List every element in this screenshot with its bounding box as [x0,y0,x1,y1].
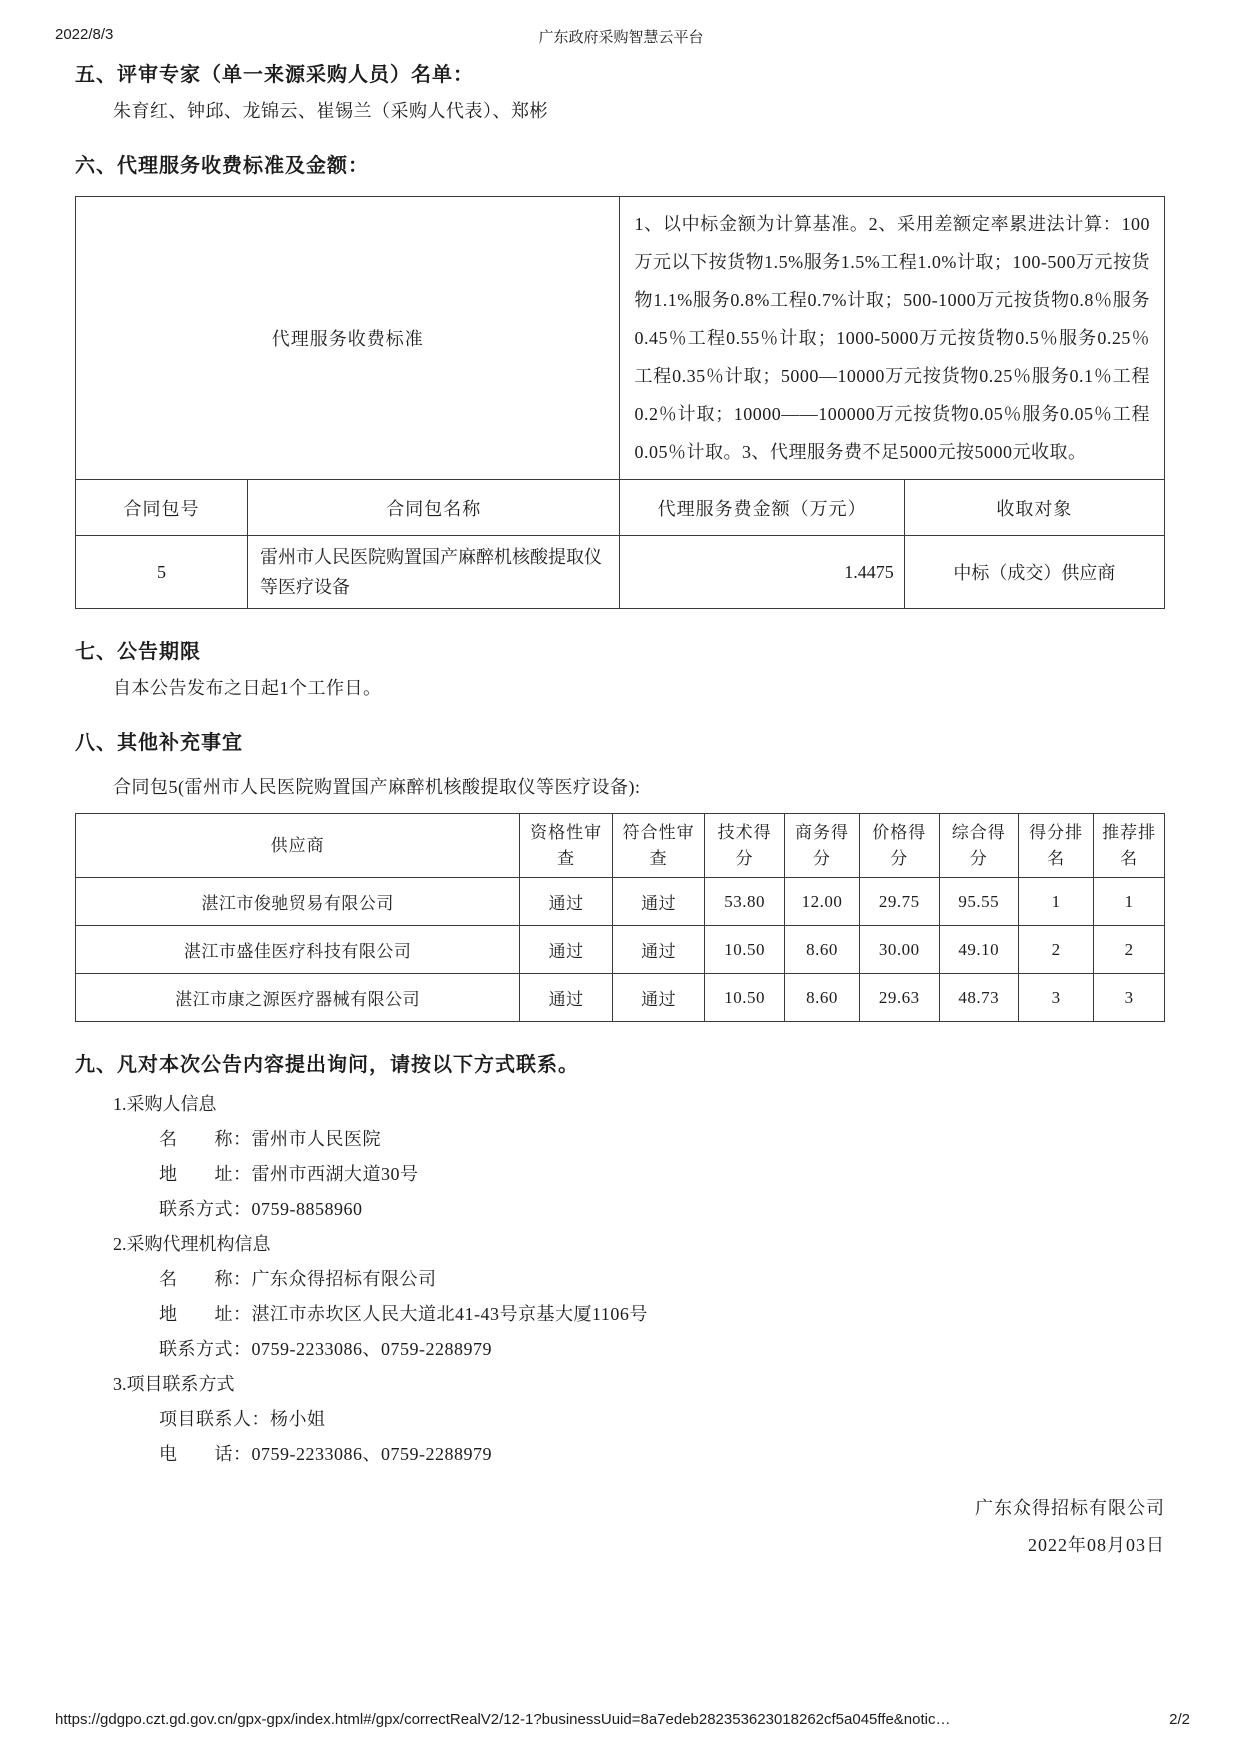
supplier-name: 湛江市康之源医疗器械有限公司 [76,974,520,1022]
comprehensive-score: 48.73 [939,974,1018,1022]
project-contact-label: 3.项目联系方式 [113,1374,235,1394]
score-table-row [76,974,1165,1022]
score-header-score-rank: 得分排名 [1019,814,1094,878]
fee-table [75,196,1165,609]
conformity-result: 通过 [612,974,705,1022]
fee-table-header-row [76,480,1165,536]
expert-names: 朱育红、钟邱、龙锦云、崔锡兰（采购人代表）、郑彬 [113,101,548,121]
fee-table-data-row [76,536,1165,609]
agency-contact: 联系方式：0759-2233086、0759-2288979 [159,1339,492,1359]
section-6-heading: 六、代理服务收费标准及金额： [75,155,369,177]
supplier-name: 湛江市盛佳医疗科技有限公司 [76,926,520,974]
qualification-result: 通过 [520,974,613,1022]
purchaser-name: 名 称：雷州市人民医院 [159,1129,381,1149]
agency-address: 地 址：湛江市赤坎区人民大道北41-43号京基大厦1106号 [159,1304,648,1324]
score-table [75,813,1165,1022]
qualification-result: 通过 [520,926,613,974]
business-score: 12.00 [784,878,859,926]
project-contact-person: 项目联系人：杨小姐 [159,1409,326,1429]
fee-header-fee-amount: 代理服务费金额（万元） [620,480,904,536]
comprehensive-score: 49.10 [939,926,1018,974]
score-header-technical: 技术得分 [705,814,784,878]
fee-header-payer: 收取对象 [904,480,1164,536]
price-score: 30.00 [860,926,939,974]
recommend-rank: 3 [1094,974,1165,1022]
fee-standard-text-cell: 1、以中标金额为计算基准。2、采用差额定率累进法计算：100万元以下按货物1.5%服务1.5%工程1.0%计取；100-500万元按货物1.1%服务0.8%工程0.7%计取；500-1000万元按货物0.8％服务0.45％工程0.55％计取；1000-5000万元按货物0.5％服务0.25％工程0.35％计取；5000—10000万元按货物0.25％服务0.1％工程0.2％计取；10000——100000万元按货物0.05％服务0.05％工程0.05％计取。3、代理服务费不足5000元按5000元收取。 [620,197,1165,480]
price-score: 29.75 [860,878,939,926]
purchaser-contact: 联系方式：0759-8858960 [159,1199,363,1219]
section-8-body: 合同包5(雷州市人民医院购置国产麻醉机核酸提取仪等医疗设备): [113,777,641,797]
score-header-qualification: 资格性审查 [520,814,613,878]
score-header-conformity: 符合性审查 [612,814,705,878]
qualification-result: 通过 [520,878,613,926]
score-header-business: 商务得分 [784,814,859,878]
score-header-comprehensive: 综合得分 [939,814,1018,878]
score-table-row [76,878,1165,926]
score-header-supplier: 供应商 [76,814,520,878]
conformity-result: 通过 [612,926,705,974]
comprehensive-score: 95.55 [939,878,1018,926]
fee-cell-package-no: 5 [76,536,248,609]
score-table-header-row [76,814,1165,878]
score-table-row [76,926,1165,974]
score-header-price: 价格得分 [860,814,939,878]
section-5-heading: 五、评审专家（单一来源采购人员）名单： [75,64,474,86]
document-header [55,26,1187,46]
document-footer [55,1711,1190,1728]
signature-company: 广东众得招标有限公司 [975,1498,1165,1518]
fee-standard-row [76,197,1165,480]
project-phone: 电 话：0759-2233086、0759-2288979 [159,1444,492,1464]
document-content [75,58,1165,1564]
signature-date: 2022年08月03日 [1028,1535,1165,1555]
recommend-rank: 2 [1094,926,1165,974]
purchaser-info-label: 1.采购人信息 [113,1094,217,1114]
header-date: 2022/8/3 [55,26,114,43]
fee-header-package-name: 合同包名称 [248,480,620,536]
fee-cell-package-name: 雷州市人民医院购置国产麻醉机核酸提取仪等医疗设备 [248,536,620,609]
score-rank: 2 [1019,926,1094,974]
price-score: 29.63 [860,974,939,1022]
section-8-heading: 八、其他补充事宜 [75,732,243,754]
section-7-heading: 七、公告期限 [75,641,201,663]
business-score: 8.60 [784,926,859,974]
fee-cell-fee-amount: 1.4475 [620,536,904,609]
agency-info-label: 2.采购代理机构信息 [113,1234,271,1254]
fee-standard-label-cell: 代理服务收费标准 [76,197,620,480]
business-score: 8.60 [784,974,859,1022]
score-header-recommend-rank: 推荐排名 [1094,814,1165,878]
technical-score: 10.50 [705,926,784,974]
recommend-rank: 1 [1094,878,1165,926]
conformity-result: 通过 [612,878,705,926]
footer-url: https://gdgpo.czt.gd.gov.cn/gpx-gpx/index.html#/gpx/correctRealV2/12-1?businessUuid=8a7edeb282353623018262cf5a045ffe&notic… [55,1711,951,1728]
supplier-name: 湛江市俊驰贸易有限公司 [76,878,520,926]
score-rank: 1 [1019,878,1094,926]
footer-page-number: 2/2 [1169,1711,1190,1728]
fee-cell-payer: 中标（成交）供应商 [904,536,1164,609]
header-platform-title: 广东政府采购智慧云平台 [538,29,704,46]
technical-score: 53.80 [705,878,784,926]
purchaser-address: 地 址：雷州市西湖大道30号 [159,1164,419,1184]
fee-header-package-no: 合同包号 [76,480,248,536]
signature-block [75,1490,1165,1564]
technical-score: 10.50 [705,974,784,1022]
section-7-body: 自本公告发布之日起1个工作日。 [113,678,382,698]
section-9-heading: 九、凡对本次公告内容提出询问，请按以下方式联系。 [75,1054,579,1076]
agency-name: 名 称：广东众得招标有限公司 [159,1269,437,1289]
score-rank: 3 [1019,974,1094,1022]
